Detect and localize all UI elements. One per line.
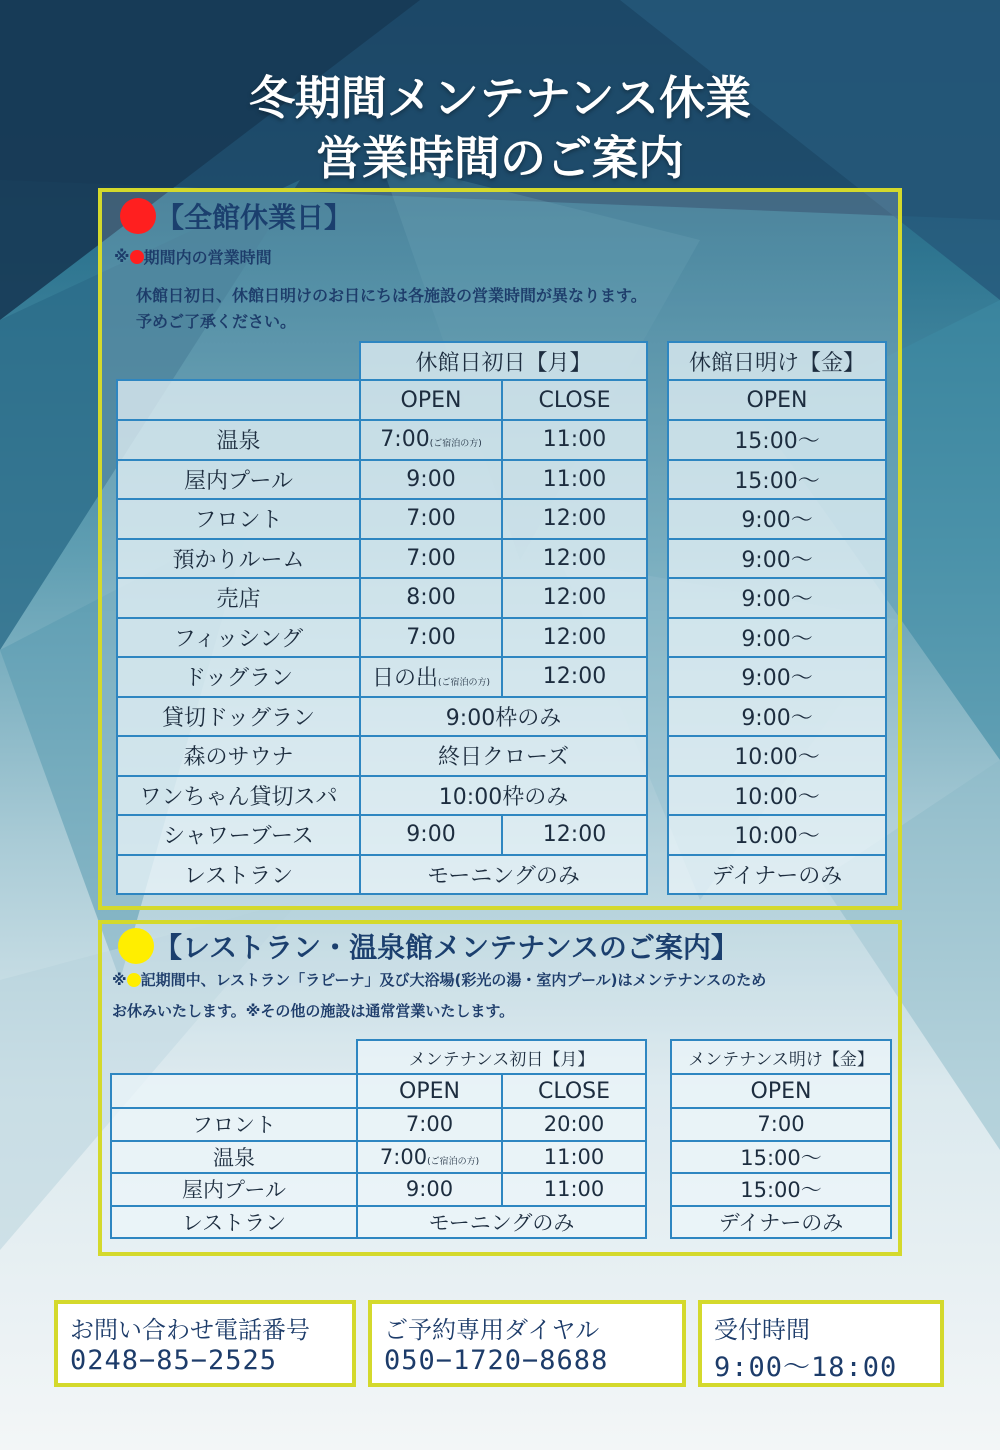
close-time-cell: 12:00 (502, 815, 647, 855)
maintenance-heading-text: 【レストラン・温泉館メンテナンスのご案内】 (154, 931, 739, 964)
contact-phone[interactable]: 050−1720−8688 (384, 1345, 609, 1376)
open-time-value: 7:00 (406, 624, 456, 650)
table-row (111, 1108, 891, 1141)
close-time-cell: 12:00 (502, 657, 647, 697)
maintenance-note (112, 969, 766, 990)
table-corner (117, 342, 360, 380)
page-title-line2: 営業時間のご案内 (316, 131, 684, 185)
contact-box-reservation (368, 1300, 686, 1387)
facility-name-cell: シャワーブース (117, 815, 360, 855)
maintenance-note-line1: 記期間中、レストラン「ラピーナ」及び大浴場(彩光の湯・室内プール)はメンテナンスのため (140, 971, 767, 989)
table-row (117, 460, 886, 500)
after-open-time-cell: デイナーのみ (668, 855, 886, 895)
contact-label: ご予約専用ダイヤル (384, 1316, 600, 1344)
close-time-cell: 11:00 (502, 420, 647, 460)
table-row (117, 776, 886, 816)
open-time-value: 7:00 (405, 1112, 454, 1137)
table-row (117, 618, 886, 658)
table-row (111, 1206, 891, 1239)
facility-name-cell: 屋内プール (111, 1173, 357, 1206)
after-open-time-cell: 9:00～ (668, 578, 886, 618)
contact-phone[interactable]: 0248−85−2525 (70, 1345, 278, 1376)
open-time-cell (357, 1141, 502, 1174)
span-hours-cell: 9:00枠のみ (360, 697, 647, 737)
closure-note-label: 期間内の営業時間 (143, 248, 272, 267)
open-time-cell (360, 657, 502, 697)
maintenance-note-prefix: ※ (112, 970, 127, 989)
facility-name-cell: 温泉 (111, 1141, 357, 1174)
after-open-time-cell: 15:00～ (671, 1141, 891, 1174)
span-hours-cell: 10:00枠のみ (360, 776, 647, 816)
facility-name-cell: フィッシング (117, 618, 360, 658)
maintenance-hours-table (110, 1039, 892, 1239)
facility-name-cell: フロント (117, 499, 360, 539)
close-time-cell: 12:00 (502, 618, 647, 658)
col-header-close: CLOSE (502, 380, 647, 420)
after-open-time-cell: 7:00 (671, 1108, 891, 1141)
after-open-time-cell: 9:00～ (668, 618, 886, 658)
header-facility (111, 1074, 357, 1108)
open-time-value: 7:00 (379, 1144, 428, 1169)
col-header-open-after: OPEN (671, 1074, 891, 1108)
col-header-open: OPEN (360, 380, 502, 420)
maintenance-heading (118, 926, 739, 966)
table-row (117, 420, 886, 460)
table-corner (111, 1040, 357, 1074)
table-row (117, 499, 886, 539)
span-hours-cell: モーニングのみ (360, 855, 647, 895)
close-time-cell: 11:00 (502, 1173, 646, 1206)
open-time-value: 9:00 (405, 1177, 454, 1202)
closure-note (114, 245, 272, 268)
table-row (117, 815, 886, 855)
after-open-time-cell: 9:00～ (668, 657, 886, 697)
open-time-value: 9:00 (406, 466, 456, 492)
after-open-time-cell: 15:00～ (668, 420, 886, 460)
open-time-value: 7:00 (406, 545, 456, 571)
span-hours-cell: モーニングのみ (357, 1206, 646, 1239)
closure-heading (120, 196, 352, 236)
after-open-time-cell: デイナーのみ (671, 1206, 891, 1239)
close-time-cell: 11:00 (502, 460, 647, 500)
open-time-note: (ご宿泊の方) (429, 439, 482, 450)
red-dot-icon (130, 250, 144, 264)
closure-hours-table (116, 341, 887, 895)
group-header-maint-first: メンテナンス初日【月】 (357, 1040, 646, 1074)
col-header-open: OPEN (357, 1074, 502, 1108)
facility-name-cell: レストラン (111, 1206, 357, 1239)
table-row (111, 1173, 891, 1206)
after-open-time-cell: 10:00～ (668, 736, 886, 776)
group-header-first-day: 休館日初日【月】 (360, 342, 647, 380)
open-time-cell (360, 539, 502, 579)
open-time-cell (357, 1108, 502, 1141)
open-time-cell (360, 815, 502, 855)
table-row (117, 578, 886, 618)
close-time-cell: 20:00 (502, 1108, 646, 1141)
close-time-cell: 12:00 (502, 539, 647, 579)
table-row (117, 539, 886, 579)
facility-name-cell: 温泉 (117, 420, 360, 460)
reception-hours: 9:00～18:00 (714, 1352, 898, 1383)
facility-name-cell: 森のサウナ (117, 736, 360, 776)
facility-name-cell: 屋内プール (117, 460, 360, 500)
col-header-open-after: OPEN (668, 380, 886, 420)
maintenance-note-line2: お休みいたします。※その他の施設は通常営業いたします。 (112, 1002, 515, 1020)
yellow-dot-icon (127, 973, 141, 987)
after-open-time-cell: 9:00～ (668, 539, 886, 579)
closure-note-prefix: ※ (114, 247, 130, 266)
facility-name-cell: ドッグラン (117, 657, 360, 697)
open-time-cell (360, 460, 502, 500)
after-open-time-cell: 15:00～ (668, 460, 886, 500)
contact-label: 受付時間 (714, 1316, 810, 1344)
open-time-value: 日の出 (371, 666, 438, 692)
contact-box-inquiry (54, 1300, 356, 1387)
open-time-note: (ご宿泊の方) (437, 678, 491, 689)
closure-desc-line2: 予めご了承ください。 (136, 312, 297, 331)
contact-box-hours (698, 1300, 944, 1387)
after-open-time-cell: 9:00～ (668, 697, 886, 737)
yellow-dot-icon (118, 928, 154, 964)
facility-name-cell: 預かりルーム (117, 539, 360, 579)
closure-heading-text: 【全館休業日】 (156, 201, 353, 234)
group-header-after: 休館日明け【金】 (668, 342, 886, 380)
header-facility (117, 380, 360, 420)
col-header-close: CLOSE (502, 1074, 646, 1108)
facility-name-cell: ワンちゃん貸切スパ (117, 776, 360, 816)
open-time-note: (ご宿泊の方) (427, 1156, 480, 1167)
closure-desc-line1: 休館日初日、休館日明けのお日にちは各施設の営業時間が異なります。 (136, 286, 647, 305)
open-time-value: 7:00 (406, 506, 456, 532)
open-time-cell (360, 499, 502, 539)
table-row (117, 855, 886, 895)
close-time-cell: 12:00 (502, 499, 647, 539)
open-time-value: 8:00 (406, 585, 456, 611)
after-open-time-cell: 9:00～ (668, 499, 886, 539)
after-open-time-cell: 10:00～ (668, 776, 886, 816)
facility-name-cell: 売店 (117, 578, 360, 618)
group-header-maint-after: メンテナンス明け【金】 (671, 1040, 891, 1074)
facility-name-cell: フロント (111, 1108, 357, 1141)
close-time-cell: 12:00 (502, 578, 647, 618)
table-row (117, 736, 886, 776)
open-time-cell (360, 578, 502, 618)
open-time-cell (360, 420, 502, 460)
open-time-value: 9:00 (406, 822, 456, 848)
red-dot-icon (120, 198, 156, 234)
open-time-cell (357, 1173, 502, 1206)
after-open-time-cell: 10:00～ (668, 815, 886, 855)
table-row (111, 1141, 891, 1174)
span-hours-cell: 終日クローズ (360, 736, 647, 776)
close-time-cell: 11:00 (502, 1141, 646, 1174)
facility-name-cell: レストラン (117, 855, 360, 895)
page-title-line1: 冬期間メンテナンス休業 (248, 71, 752, 125)
open-time-cell (360, 618, 502, 658)
contact-label: お問い合わせ電話番号 (70, 1316, 310, 1344)
table-row (117, 697, 886, 737)
table-row (117, 657, 886, 697)
open-time-value: 7:00 (380, 427, 430, 453)
facility-name-cell: 貸切ドッグラン (117, 697, 360, 737)
after-open-time-cell: 15:00～ (671, 1173, 891, 1206)
